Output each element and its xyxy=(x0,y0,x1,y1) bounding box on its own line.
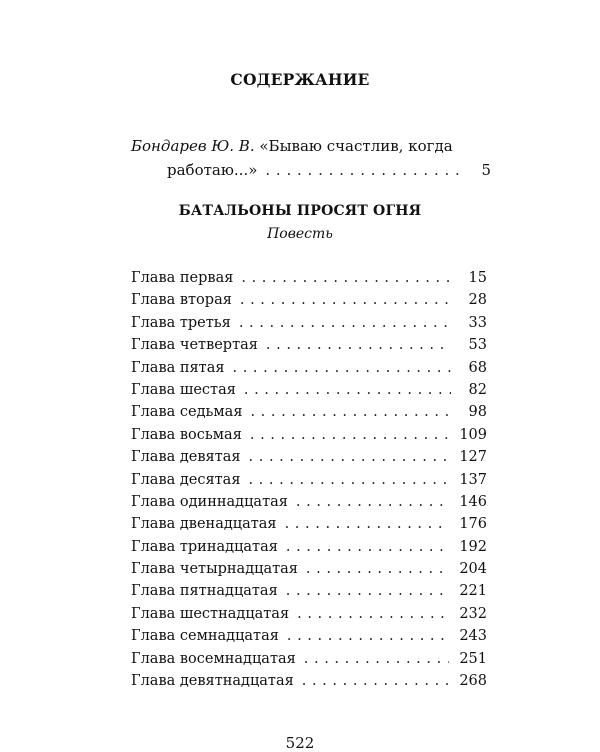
toc-row xyxy=(131,469,487,491)
toc-row xyxy=(131,357,487,379)
chapter-page: 268 xyxy=(459,673,487,690)
toc-row xyxy=(131,580,487,602)
chapter-page: 15 xyxy=(468,270,487,286)
dot-leader xyxy=(265,158,465,182)
chapter-label: Глава шестнадцатая xyxy=(131,605,290,622)
chapter-page: 146 xyxy=(459,493,487,510)
chapter-page: 127 xyxy=(459,449,487,466)
page-number: 522 xyxy=(285,734,315,752)
dot-leader xyxy=(266,334,451,356)
toc-row xyxy=(131,536,487,558)
chapter-page: 109 xyxy=(459,426,487,443)
chapter-label: Глава первая xyxy=(131,270,234,286)
chapter-list xyxy=(131,267,487,692)
intro-title-line-1: «Бываю счастлив, когда xyxy=(259,137,453,155)
dot-leader xyxy=(286,580,450,602)
toc-row xyxy=(131,289,487,311)
chapter-page: 192 xyxy=(459,538,487,555)
toc-row xyxy=(131,625,487,647)
dot-leader xyxy=(239,312,451,334)
toc-row xyxy=(131,401,487,423)
dot-leader xyxy=(248,469,449,491)
dot-leader xyxy=(296,491,449,513)
dot-leader xyxy=(287,625,449,647)
intro-entry xyxy=(131,134,491,182)
chapter-label: Глава семнадцатая xyxy=(131,628,279,645)
chapter-label: Глава четвертая xyxy=(131,337,258,354)
dot-leader xyxy=(241,267,451,289)
chapter-label: Глава пятнадцатая xyxy=(131,583,278,600)
dot-leader xyxy=(249,446,450,468)
dot-leader xyxy=(285,513,450,535)
chapter-page: 251 xyxy=(459,650,487,667)
dot-leader xyxy=(286,536,449,558)
chapter-page: 68 xyxy=(468,359,487,376)
dot-leader xyxy=(302,670,450,692)
dot-leader xyxy=(304,648,450,670)
chapter-label: Глава десятая xyxy=(131,471,241,488)
chapter-page: 28 xyxy=(468,292,487,309)
dot-leader xyxy=(306,558,449,580)
toc-row xyxy=(131,648,487,670)
toc-row xyxy=(131,267,487,289)
intro-line-1 xyxy=(131,134,491,158)
chapter-page: 82 xyxy=(468,381,487,398)
chapter-label: Глава четырнадцатая xyxy=(131,561,298,578)
toc-row xyxy=(131,558,487,580)
toc-row xyxy=(131,379,487,401)
chapter-label: Глава одиннадцатая xyxy=(131,493,288,510)
dot-leader xyxy=(250,424,449,446)
intro-page-number: 5 xyxy=(481,161,491,179)
toc-row xyxy=(131,446,487,468)
section-subtitle: Повесть xyxy=(267,226,333,242)
chapter-page: 243 xyxy=(459,628,487,645)
dot-leader xyxy=(250,401,451,423)
chapter-label: Глава восьмая xyxy=(131,426,242,443)
toc-row xyxy=(131,513,487,535)
chapter-label: Глава тринадцатая xyxy=(131,538,278,555)
toc-row xyxy=(131,603,487,625)
chapter-page: 33 xyxy=(468,314,487,331)
chapter-page: 137 xyxy=(459,471,487,488)
intro-line-2 xyxy=(131,158,491,182)
chapter-label: Глава шестая xyxy=(131,381,236,398)
toc-row xyxy=(131,670,487,692)
chapter-page: 53 xyxy=(468,337,487,354)
intro-author: Бондарев Ю. В. xyxy=(131,137,255,155)
toc-row xyxy=(131,312,487,334)
toc-row xyxy=(131,334,487,356)
chapter-label: Глава двенадцатая xyxy=(131,516,277,533)
chapter-page: 176 xyxy=(459,516,487,533)
dot-leader xyxy=(240,289,451,311)
dot-leader xyxy=(244,379,451,401)
chapter-page: 232 xyxy=(459,605,487,622)
intro-title-line-2: работаю...» xyxy=(167,161,258,179)
toc-row xyxy=(131,424,487,446)
chapter-label: Глава восемнадцатая xyxy=(131,650,296,667)
chapter-label: Глава вторая xyxy=(131,292,232,309)
chapter-label: Глава третья xyxy=(131,314,231,331)
page-title: СОДЕРЖАНИЕ xyxy=(230,70,370,89)
chapter-label: Глава девятая xyxy=(131,449,241,466)
chapter-label: Глава пятая xyxy=(131,359,225,376)
chapter-page: 98 xyxy=(468,404,487,421)
dot-leader xyxy=(233,357,452,379)
dot-leader xyxy=(297,603,449,625)
chapter-label: Глава девятнадцатая xyxy=(131,673,294,690)
chapter-page: 204 xyxy=(459,561,487,578)
chapter-page: 221 xyxy=(459,583,487,600)
toc-row xyxy=(131,491,487,513)
section-title: БАТАЛЬОНЫ ПРОСЯТ ОГНЯ xyxy=(178,203,422,219)
chapter-label: Глава седьмая xyxy=(131,404,243,421)
